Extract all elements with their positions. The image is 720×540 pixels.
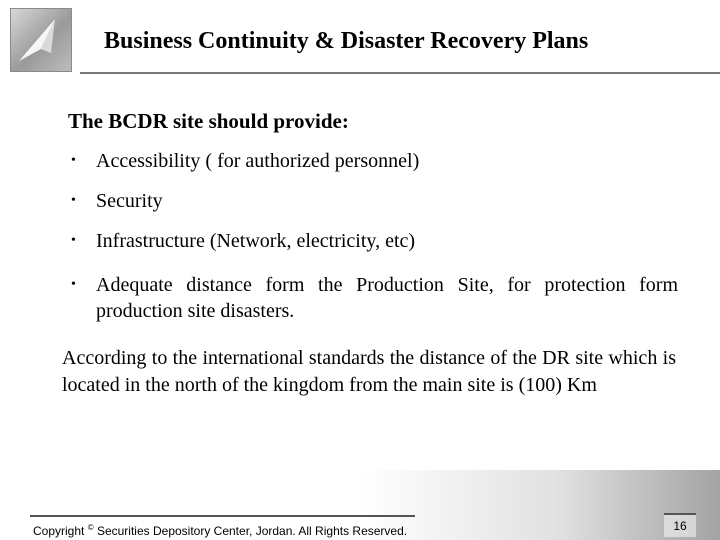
copyright-icon: © [87,523,94,532]
bullet-text: Accessibility ( for authorized personnel) [96,150,420,172]
bullet-item [68,188,678,214]
bullet-item [68,272,678,324]
bullet-list [68,148,678,324]
copyright-text: Securities Depository Center, Jordan. All Rights Reserved. [96,524,408,538]
bullet-text: Infrastructure (Network, electricity, etc) [96,230,416,252]
bullet-icon: • [71,233,76,248]
bullet-item [68,228,678,254]
slide-title: Business Continuity & Disaster Recovery Plans [104,28,589,54]
bullet-icon: • [71,277,76,292]
section-heading: The BCDR site should provide: [68,109,349,133]
bullet-text: Adequate distance form the Production Site, for protection form production site disasters. [96,274,678,322]
bullet-text: Security [96,190,163,212]
footer-copyright [33,523,407,538]
bullet-item [68,148,678,174]
bullet-icon: • [71,153,76,168]
footer-divider [30,515,415,517]
body-paragraph: According to the international standards the distance of the DR site which is located in the north of the kingdom from the main site is (100) Km [62,347,676,396]
copyright-label: Copyright [33,524,85,538]
logo-icon [10,8,72,72]
bullet-icon: • [71,193,76,208]
page-number: 16 [664,513,696,537]
